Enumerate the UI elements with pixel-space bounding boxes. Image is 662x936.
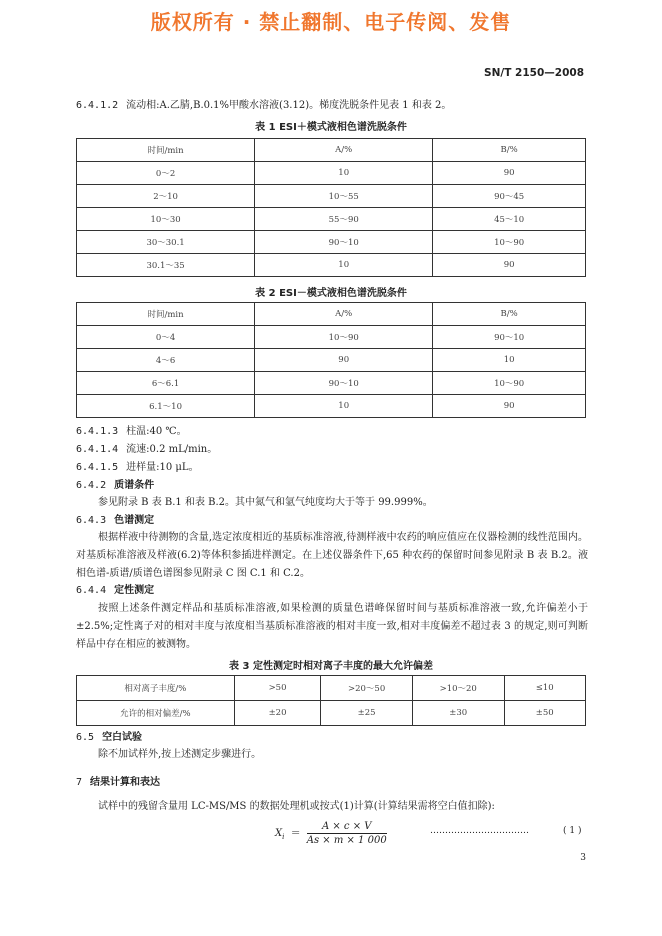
section-title: 定性测定 <box>114 585 155 596</box>
section-number: 6.4.1.5 <box>76 462 119 473</box>
formula-lhs: $X_i$ <box>275 828 285 841</box>
table-cell: >50 <box>234 676 321 701</box>
table-cell: 90～45 <box>433 185 586 208</box>
table-cell: A/% <box>255 303 433 326</box>
table-cell: >20～50 <box>321 676 413 701</box>
formula-denominator: As × m × 1 000 <box>306 835 387 846</box>
table-2-caption: 表 2 ESI－模式液相色谱洗脱条件 <box>255 288 407 299</box>
table-cell: 90 <box>255 349 433 372</box>
table-cell: 4～6 <box>77 349 255 372</box>
table-row <box>77 254 586 277</box>
table-row <box>77 162 586 185</box>
section-6-4-3-body: 根据样液中待测物的含量,选定浓度相近的基质标准溶液,待测样液中农药的响应值应在仪器检测的线性范围内。对基质标准溶液及样液(6.2)等体积参插进样测定。在上述仪器条件下,65 种农药的保留时间参见附录 B 表 B.2。液相色谱-质谱/质谱色谱图参见附录 C 图 C.1 和 C.2。 <box>76 532 588 579</box>
table-cell: 10 <box>255 162 433 185</box>
section-6-4-2-body: 参见附录 B 表 B.1 和表 B.2。其中氮气和氩气纯度均大于等于 99.999%。 <box>98 497 433 508</box>
table-cell: B/% <box>433 139 586 162</box>
section-6-4-2-heading <box>76 479 154 493</box>
section-6-4-1-5 <box>76 461 199 475</box>
table-cell: 2～10 <box>77 185 255 208</box>
section-title: 空白试验 <box>102 732 143 743</box>
section-text: 流速:0.2 mL/min。 <box>126 444 218 455</box>
section-6-4-3-heading <box>76 514 154 528</box>
table-cell: 30.1～35 <box>77 254 255 277</box>
table-header-row <box>77 139 586 162</box>
table-cell: A/% <box>255 139 433 162</box>
section-number: 6.4.1.2 <box>76 100 119 111</box>
table-cell: 30～30.1 <box>77 231 255 254</box>
table-cell: 90～10 <box>255 372 433 395</box>
table-cell: 10～30 <box>77 208 255 231</box>
section-text: 进样量:10 μL。 <box>126 462 199 473</box>
section-title: 结果计算和表达 <box>90 777 161 788</box>
section-number: 6.4.4 <box>76 585 107 596</box>
table-cell: ±50 <box>504 701 585 726</box>
table-cell: 时间/min <box>77 139 255 162</box>
table-cell: 时间/min <box>77 303 255 326</box>
table-cell: 10 <box>255 254 433 277</box>
table-row <box>77 676 586 701</box>
table-cell: 10 <box>433 349 586 372</box>
table-cell: 允许的相对偏差/% <box>77 701 235 726</box>
section-7-heading <box>76 776 160 790</box>
formula-leader-dots: …………………………… <box>430 826 529 836</box>
table-row <box>77 208 586 231</box>
table-cell: 10～90 <box>255 326 433 349</box>
table-cell: 10 <box>255 395 433 418</box>
table-cell: B/% <box>433 303 586 326</box>
section-6-4-1-4 <box>76 443 217 457</box>
formula-equals: ＝ <box>290 828 301 839</box>
table-cell: ±30 <box>412 701 504 726</box>
section-number: 6.5 <box>76 732 95 743</box>
section-6-4-1-3 <box>76 425 187 439</box>
table-1-body <box>77 139 586 277</box>
table-2 <box>76 302 586 418</box>
table-cell: 相对离子丰度/% <box>77 676 235 701</box>
table-1 <box>76 138 586 277</box>
table-row <box>77 701 586 726</box>
page-number: 3 <box>580 853 586 863</box>
copyright-watermark: 版权所有 · 禁止翻制、电子传阅、发售 <box>150 10 512 34</box>
section-title: 色谱测定 <box>114 515 155 526</box>
table-cell: 10～90 <box>433 372 586 395</box>
table-cell: 55～90 <box>255 208 433 231</box>
section-6-4-4-body: 按照上述条件测定样品和基质标准溶液,如果检测的质量色谱峰保留时间与基质标准溶液一致,允许偏差小于±2.5%;定性离子对的相对丰度与浓度相当基质标准溶液的相对丰度一致,相对丰度偏差不超过表 3 的规定,则可判断样品中存在相应的被测物。 <box>76 603 588 650</box>
section-number: 6.4.2 <box>76 480 107 491</box>
section-text: 流动相:A.乙腈,B.0.1%甲酸水溶液(3.12)。梯度洗脱条件见表 1 和表 2。 <box>126 100 452 111</box>
table-cell: >10～20 <box>412 676 504 701</box>
formula-fraction <box>307 820 387 847</box>
section-6-4-4-heading <box>76 584 154 598</box>
table-3-body <box>77 676 586 726</box>
table-3 <box>76 675 586 726</box>
formula-1 <box>275 820 387 847</box>
table-cell: 10～55 <box>255 185 433 208</box>
document-number: SN/T 2150—2008 <box>484 67 584 79</box>
table-row <box>77 326 586 349</box>
table-cell: 6.1～10 <box>77 395 255 418</box>
table-3-caption: 表 3 定性测定时相对离子丰度的最大允许偏差 <box>229 661 433 672</box>
table-2-body <box>77 303 586 418</box>
section-6-4-1-2 <box>76 99 451 113</box>
table-row <box>77 372 586 395</box>
table-cell: 90 <box>433 395 586 418</box>
section-number: 6.4.1.3 <box>76 426 119 437</box>
table-cell: 0～2 <box>77 162 255 185</box>
table-cell: 10～90 <box>433 231 586 254</box>
table-1-caption: 表 1 ESI＋模式液相色谱洗脱条件 <box>255 122 407 133</box>
table-cell: 90～10 <box>255 231 433 254</box>
formula-numerator: A × c × V <box>307 820 387 834</box>
table-header-row <box>77 303 586 326</box>
section-text: 柱温:40 ℃。 <box>126 426 187 437</box>
table-cell: ≤10 <box>504 676 585 701</box>
section-title: 质谱条件 <box>114 480 155 491</box>
section-number: 7 <box>76 777 83 788</box>
section-7-body: 试样中的残留含量用 LC-MS/MS 的数据处理机或按式(1)计算(计算结果需将空白值扣除): <box>98 801 495 812</box>
section-number: 6.4.1.4 <box>76 444 119 455</box>
table-row <box>77 185 586 208</box>
table-cell: 0～4 <box>77 326 255 349</box>
table-cell: 45～10 <box>433 208 586 231</box>
table-cell: ±25 <box>321 701 413 726</box>
table-cell: ±20 <box>234 701 321 726</box>
formula-label: ( 1 ) <box>563 826 582 836</box>
table-cell: 90 <box>433 162 586 185</box>
table-row <box>77 395 586 418</box>
table-row <box>77 349 586 372</box>
section-number: 6.4.3 <box>76 515 107 526</box>
table-cell: 90 <box>433 254 586 277</box>
section-6-5-body: 除不加试样外,按上述测定步骤进行。 <box>98 749 262 760</box>
table-cell: 6～6.1 <box>77 372 255 395</box>
section-6-5-heading <box>76 731 142 745</box>
table-cell: 90～10 <box>433 326 586 349</box>
table-row <box>77 231 586 254</box>
